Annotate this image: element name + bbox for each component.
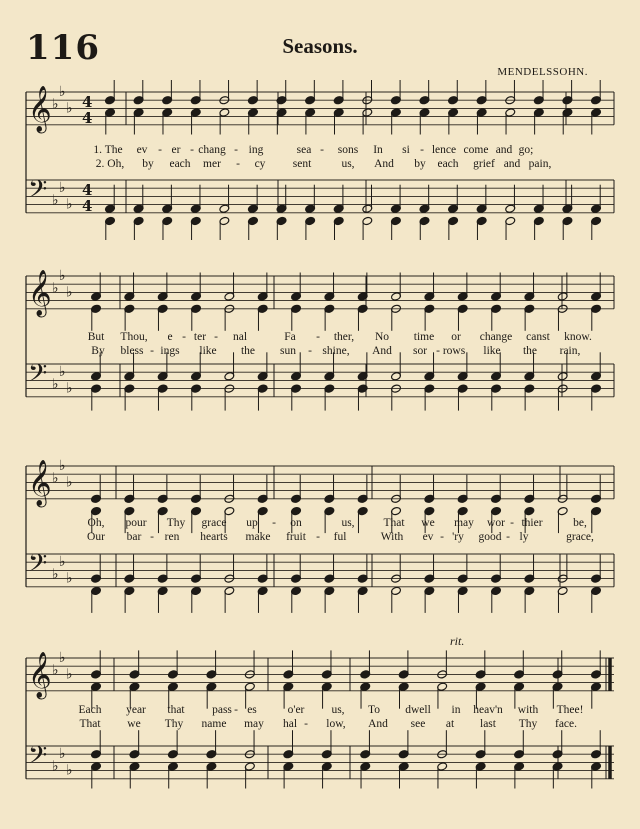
lyric-syllable: Our [87, 531, 105, 543]
lyric-syllable: dwell [405, 704, 431, 716]
lyric-syllable: name [201, 718, 227, 730]
lyric-syllable: go; [518, 144, 534, 156]
lyric-syllable: mer [203, 158, 221, 170]
lyric-syllable: come [463, 144, 489, 156]
lyric-syllable: hearts [200, 531, 228, 543]
treble-clef-icon: 𝄞 [28, 86, 52, 132]
lyric-syllable: thier [521, 517, 543, 529]
lyrics-verse-2 [0, 158, 640, 172]
lyric-syllable: each [169, 158, 191, 170]
lyric-syllable: - [234, 144, 238, 156]
lyric-syllable: - [440, 531, 444, 543]
lyric-syllable: sea [296, 144, 312, 156]
lyric-syllable: by [142, 158, 154, 170]
lyric-syllable: each [437, 158, 459, 170]
lyric-syllable: fruit [286, 531, 306, 543]
lyric-syllable: es [247, 704, 257, 716]
lyrics-verse-1 [0, 331, 640, 345]
lyric-syllable: ren [164, 531, 180, 543]
bass-clef-icon: 𝄢 [28, 175, 48, 210]
page-number: 116 [26, 28, 100, 68]
lyric-syllable: Oh, [87, 517, 105, 529]
flat-icon: ♭ [66, 380, 73, 397]
flat-icon: ♭ [52, 376, 59, 393]
lyric-syllable: Thy [518, 718, 538, 730]
flat-icon: ♭ [66, 570, 73, 587]
lyric-syllable: we [421, 517, 435, 529]
lyric-syllable: With [380, 531, 404, 543]
lyric-syllable: may [244, 718, 264, 730]
lyric-syllable: ev [136, 144, 148, 156]
music-system-2 [0, 264, 640, 424]
time-signature: 4 [82, 93, 93, 111]
lyric-syllable: - [150, 345, 154, 357]
lyric-syllable: year [126, 704, 146, 716]
lyric-syllable: - [182, 331, 186, 343]
lyric-syllable: sent [292, 158, 312, 170]
lyric-syllable: may [454, 517, 474, 529]
lyric-syllable: - [158, 144, 162, 156]
lyric-syllable: er [171, 144, 181, 156]
flat-icon: ♭ [66, 100, 73, 117]
lyric-syllable: canst [526, 331, 550, 343]
music-system-3 [0, 454, 640, 614]
lyric-syllable: That [383, 517, 405, 529]
lyric-syllable: on [290, 517, 302, 529]
lyric-syllable: Thee! [556, 704, 584, 716]
lyric-syllable: be, [573, 517, 587, 529]
lyric-syllable: by [414, 158, 426, 170]
treble-clef-icon: 𝄞 [28, 270, 52, 316]
lyrics-verse-1 [0, 144, 640, 158]
lyric-syllable: rows [442, 345, 466, 357]
flat-icon: ♭ [66, 284, 73, 301]
lyric-syllable: shine, [322, 345, 350, 357]
lyric-syllable: - [234, 704, 238, 716]
flat-icon: ♭ [59, 364, 66, 380]
lyric-syllable: - [436, 345, 440, 357]
lyric-syllable: chang [198, 144, 226, 156]
lyrics-verse-1 [0, 517, 640, 531]
lyric-syllable: nal [232, 331, 248, 343]
flat-icon: ♭ [52, 566, 59, 583]
lyric-syllable: - [320, 144, 324, 156]
flat-icon: ♭ [59, 180, 66, 196]
lyric-syllable: But [87, 331, 105, 343]
lyric-syllable: pain, [528, 158, 552, 170]
time-signature: 4 [82, 109, 93, 127]
lyric-syllable: - [308, 345, 312, 357]
lyric-syllable: No [374, 331, 390, 343]
lyric-syllable: us, [331, 704, 345, 716]
lyric-syllable: o'er [287, 704, 305, 716]
lyric-syllable: up [246, 517, 258, 529]
music-system-4 [0, 634, 640, 804]
lyric-syllable: That [79, 718, 101, 730]
lyric-syllable: cy [254, 158, 266, 170]
lyric-syllable: bar [126, 531, 142, 543]
lyric-syllable: the [522, 345, 538, 357]
lyric-syllable: and [495, 144, 513, 156]
lyric-syllable: To [368, 704, 380, 716]
music-system-1 [0, 80, 640, 240]
lyric-syllable: - [190, 144, 194, 156]
flat-icon: ♭ [59, 458, 66, 474]
lyric-syllable: ter [193, 331, 207, 343]
lyric-syllable: si [402, 144, 410, 156]
flat-icon: ♭ [52, 662, 59, 679]
bass-clef-icon: 𝄢 [28, 549, 48, 584]
lyric-syllable: low, [326, 718, 346, 730]
lyric-syllable: ing [248, 144, 264, 156]
lyric-syllable: - [316, 531, 320, 543]
flat-icon: ♭ [66, 666, 73, 683]
lyric-syllable: the [240, 345, 256, 357]
flat-icon: ♭ [52, 192, 59, 209]
treble-clef-icon: 𝄞 [28, 460, 52, 506]
lyric-syllable: ly [519, 531, 529, 543]
page-title: Seasons. [282, 34, 358, 58]
flat-icon: ♭ [66, 762, 73, 779]
flat-icon: ♭ [59, 746, 66, 762]
lyric-syllable: last [480, 718, 496, 730]
lyrics-verse-2 [0, 531, 640, 545]
lyric-syllable: we [127, 718, 141, 730]
time-signature: 4 [82, 181, 93, 199]
lyrics-verse-1 [0, 704, 640, 718]
flat-icon: ♭ [66, 196, 73, 213]
flat-icon: ♭ [59, 268, 66, 284]
lyric-syllable: grace, [566, 531, 594, 543]
lyric-syllable: like [199, 345, 217, 357]
lyric-syllable: pour [125, 517, 147, 529]
bass-clef-icon: 𝄢 [28, 359, 48, 394]
lyric-syllable: face. [554, 718, 578, 730]
flat-icon: ♭ [52, 470, 59, 487]
lyric-syllable: - [510, 517, 514, 529]
lyric-syllable: like [483, 345, 501, 357]
lyric-syllable: at [445, 718, 455, 730]
lyric-syllable: And [372, 345, 392, 357]
lyric-syllable: bless [120, 345, 144, 357]
lyric-syllable: wor [487, 517, 505, 529]
lyric-syllable: ful [333, 531, 347, 543]
lyric-syllable: e [167, 331, 173, 343]
lyric-syllable: - [214, 331, 218, 343]
lyric-syllable: us, [341, 158, 355, 170]
lyric-syllable: that [167, 704, 185, 716]
treble-clef-icon: 𝄞 [28, 652, 52, 698]
lyric-syllable: rain, [559, 345, 581, 357]
lyric-syllable: good [478, 531, 502, 543]
lyric-syllable: with [517, 704, 539, 716]
flat-icon: ♭ [52, 96, 59, 113]
lyric-syllable: 'ry [452, 531, 464, 543]
flat-icon: ♭ [59, 554, 66, 570]
lyric-syllable: In [373, 144, 383, 156]
lyric-syllable: or [451, 331, 461, 343]
lyric-syllable: Fa [284, 331, 296, 343]
lyric-syllable: us, [341, 517, 355, 529]
lyric-syllable: Thou, [120, 331, 148, 343]
composer-credit: MENDELSSOHN. [497, 66, 588, 78]
lyric-syllable: - [316, 331, 320, 343]
lyric-syllable: grief [473, 158, 495, 170]
bass-clef-icon: 𝄢 [28, 741, 48, 776]
lyric-syllable: hal [282, 718, 298, 730]
lyric-syllable: sons [337, 144, 359, 156]
lyric-syllable: - [150, 531, 154, 543]
lyric-syllable: ev [422, 531, 434, 543]
lyric-syllable: 1. The [93, 144, 123, 156]
lyric-syllable: Each [78, 704, 102, 716]
flat-icon: ♭ [52, 758, 59, 775]
lyric-syllable: And [368, 718, 388, 730]
flat-icon: ♭ [66, 474, 73, 491]
lyric-syllable: know. [564, 331, 592, 343]
lyrics-verse-2 [0, 718, 640, 732]
lyric-syllable: in [451, 704, 461, 716]
flat-icon: ♭ [59, 84, 66, 100]
lyric-syllable: - [236, 158, 240, 170]
lyric-syllable: By [91, 345, 105, 357]
lyric-syllable: pass [212, 704, 232, 716]
lyric-syllable: time [413, 331, 435, 343]
lyric-syllable: ther, [333, 331, 355, 343]
lyric-syllable: - [304, 718, 308, 730]
lyric-syllable: And [374, 158, 394, 170]
lyric-syllable: Thy [164, 718, 184, 730]
lyric-syllable: make [245, 531, 271, 543]
lyric-syllable: - [420, 144, 424, 156]
flat-icon: ♭ [59, 650, 66, 666]
flat-icon: ♭ [52, 280, 59, 297]
lyric-syllable: sor [412, 345, 428, 357]
lyric-syllable: and [503, 158, 521, 170]
lyric-syllable: grace [201, 517, 227, 529]
lyric-syllable: 2. Oh, [95, 158, 125, 170]
lyric-syllable: change [479, 331, 513, 343]
lyric-syllable: Thy [166, 517, 186, 529]
lyric-syllable: - [506, 531, 510, 543]
lyric-syllable: heav'n [473, 704, 503, 716]
lyric-syllable: lence [431, 144, 457, 156]
lyrics-verse-2 [0, 345, 640, 359]
lyric-syllable: see [410, 718, 426, 730]
lyric-syllable: sun [280, 345, 296, 357]
lyric-syllable: - [272, 517, 276, 529]
ritardando-marking: rit. [450, 634, 465, 648]
time-signature: 4 [82, 197, 93, 215]
lyric-syllable: ings [160, 345, 180, 357]
